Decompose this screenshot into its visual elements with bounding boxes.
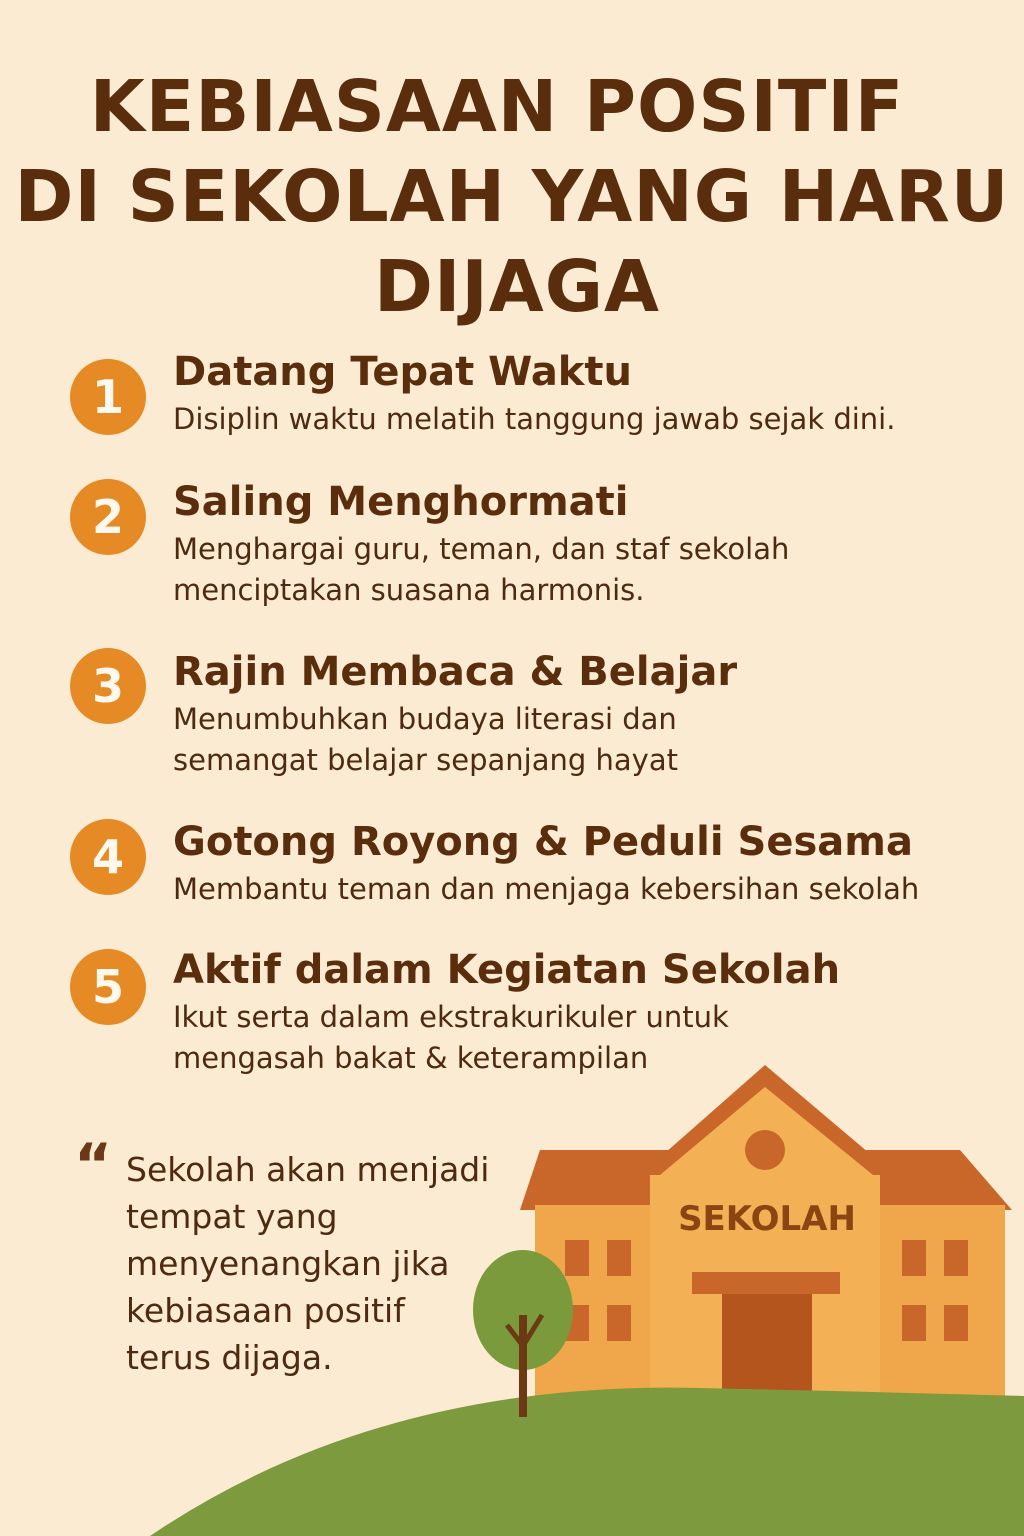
habit-description: Membantu teman dan menjaga kebersihan sekolah — [173, 872, 920, 906]
title-line-2: DI SEKOLAH YANG HARU — [14, 155, 1010, 238]
habit-description: Disiplin waktu melatih tanggung jawab sejak dini. — [173, 402, 896, 436]
number-badge: 2 — [70, 479, 146, 555]
habit-title: Rajin Membaca & Belajar — [173, 649, 738, 695]
school-illustration — [0, 1050, 1024, 1536]
title-line-1: KEBIASAAN POSITIF — [89, 65, 905, 148]
title-line-3: DIJAGA — [374, 245, 660, 328]
number-badge: 3 — [70, 648, 146, 724]
closing-quote: Sekolah akan menjadi tempat yang menyenangkan jika kebiasaan positif terus dijaga. — [126, 1150, 490, 1377]
habit-title: Datang Tepat Waktu — [173, 349, 633, 395]
hill-icon — [150, 1388, 1024, 1536]
habit-title: Aktif dalam Kegiatan Sekolah — [173, 947, 841, 993]
number-badge: 4 — [70, 819, 146, 895]
school-sign: SEKOLAH — [678, 1199, 856, 1239]
habit-description: Menghargai guru, teman, dan staf sekolah menciptakan suasana harmonis. — [173, 532, 790, 607]
quote-mark-icon: “ — [74, 1131, 113, 1199]
habit-description: Ikut serta dalam ekstrakurikuler untuk mengasah bakat & keterampilan — [173, 1000, 729, 1075]
number-badge: 1 — [70, 359, 146, 435]
habit-description: Menumbuhkan budaya literasi dan semangat belajar sepanjang hayat — [173, 702, 678, 777]
habit-title: Gotong Royong & Peduli Sesama — [173, 819, 913, 865]
number-badge: 5 — [70, 949, 146, 1025]
page-title — [0, 62, 1024, 332]
habit-title: Saling Menghormati — [173, 479, 629, 525]
